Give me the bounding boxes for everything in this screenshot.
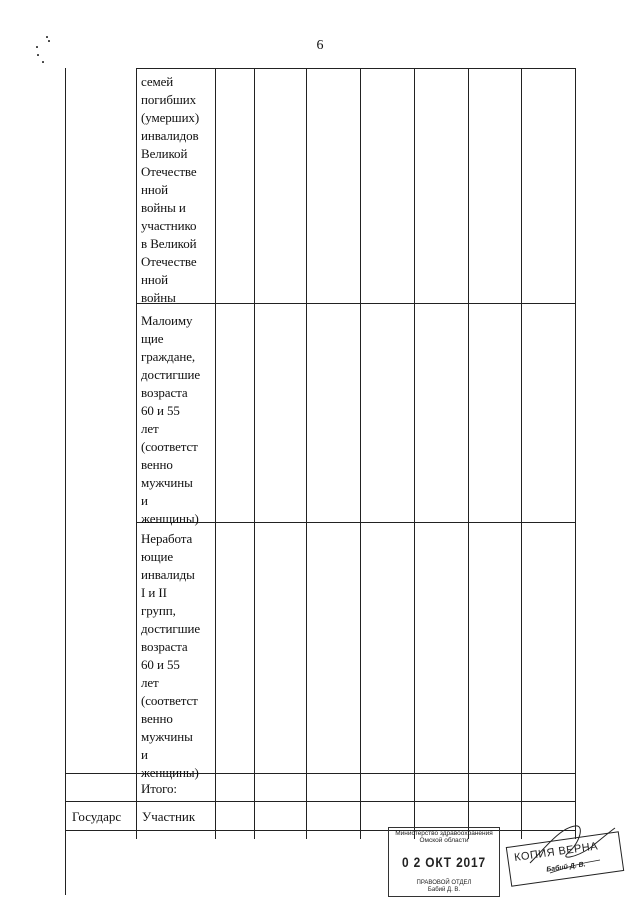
copy-stamp-text: КОПИЯ ВЕРНА <box>513 840 599 864</box>
signature-icon <box>520 818 630 888</box>
stamp-ministry: Министерство здравоохранения <box>395 830 493 837</box>
table-col-divider <box>136 68 137 839</box>
table-row-border <box>65 801 576 802</box>
table-col-divider <box>306 68 307 839</box>
stamp-department: ПРАВОВОЙ ОТДЕЛ <box>416 880 472 886</box>
page-number: 6 <box>316 38 324 53</box>
table-col-divider <box>360 68 361 839</box>
gov-label: Государс <box>72 809 122 824</box>
table-row-border <box>136 68 576 69</box>
table-border-right <box>575 68 576 839</box>
table-col-divider <box>254 68 255 839</box>
table-col-divider <box>414 68 415 839</box>
table-border-left <box>65 68 66 895</box>
copy-stamp-name: Бабий Д. В. <box>545 861 587 874</box>
row-label-families: семей погибших (умерших) инвалидов Великой Отечестве нной войны и участнико в Великой Отечестве нной войны <box>141 74 200 305</box>
row-label-low-income: Малоиму щие граждане, достигшие возраста 60 и 55 лет (соответст венно мужчины и женщины) <box>141 313 201 526</box>
table-col-divider <box>468 68 469 839</box>
registry-stamp <box>388 827 500 897</box>
table-col-divider <box>215 68 216 839</box>
total-label: Итого: <box>141 781 177 796</box>
row-label-disabled: Неработа ющие инвалиды I и II групп, достигшие возраста 60 и 55 лет (соответст венно мужчины и женщины) <box>141 531 201 780</box>
stamp-date: 0 2 ОКТ 2017 <box>402 854 486 870</box>
stamp-region: Омской области <box>419 837 469 844</box>
table-col-divider <box>521 68 522 839</box>
participant-label: Участник <box>142 809 196 824</box>
scan-specks <box>34 34 54 64</box>
stamp-person: Бабий Д. В. <box>427 887 461 893</box>
